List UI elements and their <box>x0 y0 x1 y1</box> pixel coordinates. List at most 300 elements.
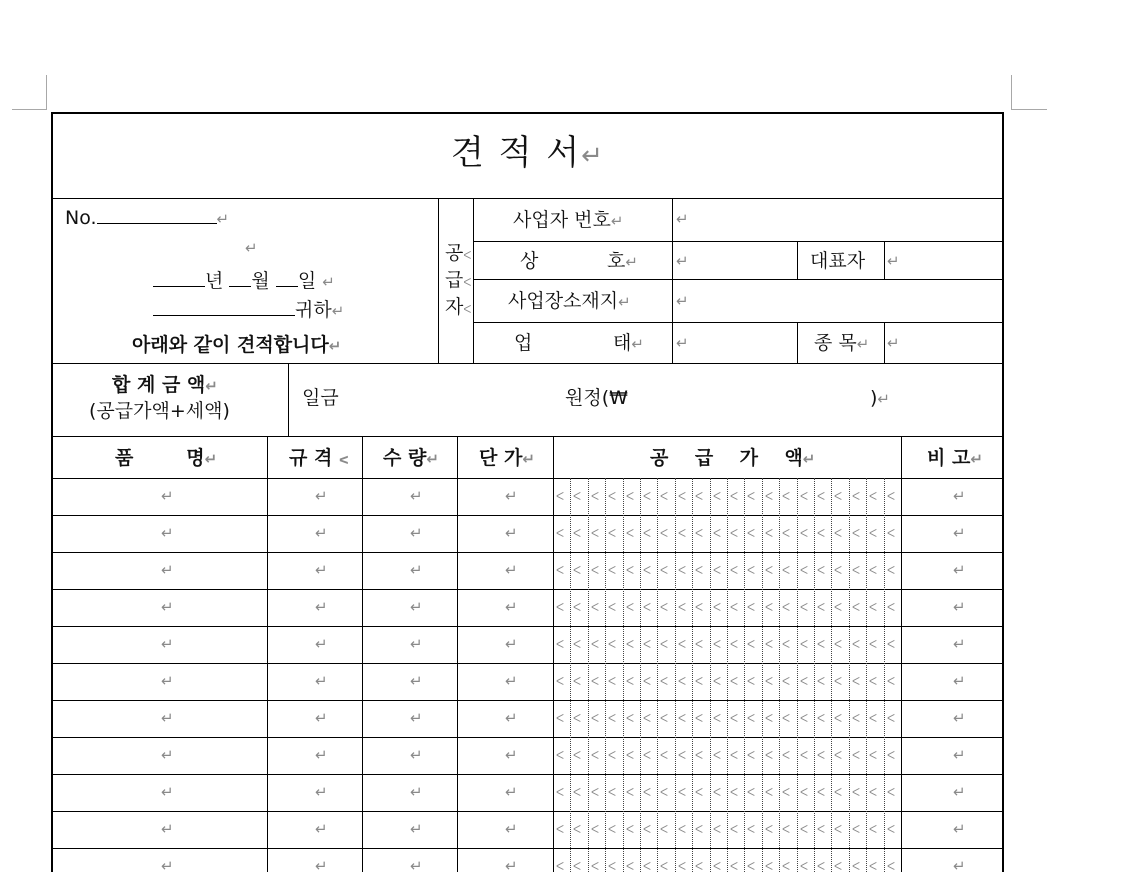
digit-cell-mark: ᐸ <box>713 823 722 836</box>
grid-digit-divider-17 <box>849 478 850 872</box>
digit-cell-mark: ᐸ <box>695 823 704 836</box>
cell-mark: ↵ <box>505 709 518 727</box>
cell-mark: ↵ <box>161 487 174 505</box>
digit-cell-mark: ᐸ <box>678 712 687 725</box>
digit-cell-mark: ᐸ <box>626 601 635 614</box>
cell-mark: ↵ <box>953 857 966 872</box>
value-company-name: ↵ <box>676 252 689 270</box>
cell-mark: ↵ <box>410 746 423 764</box>
cell-mark: ↵ <box>953 524 966 542</box>
digit-cell-mark: ᐸ <box>817 749 826 762</box>
digit-cell-mark: ᐸ <box>852 860 861 872</box>
cell-mark: ↵ <box>315 561 328 579</box>
cell-mark: ↵ <box>953 635 966 653</box>
grid-row-line-7 <box>53 774 1004 775</box>
value-business-type: ↵ <box>676 334 689 352</box>
col-header-supply-amount: 공 급 가 액↵ <box>650 447 816 469</box>
digit-cell-mark: ᐸ <box>608 823 617 836</box>
cell-mark: ↵ <box>410 783 423 801</box>
grid-digit-divider-8 <box>692 478 693 872</box>
label-business-type-1: 업 <box>514 332 533 354</box>
digit-cell-mark: ᐸ <box>678 860 687 872</box>
digit-cell-mark: ᐸ <box>556 675 565 688</box>
digit-cell-mark: ᐸ <box>765 638 774 651</box>
digit-cell-mark: ᐸ <box>765 786 774 799</box>
grid-row-line-1 <box>53 552 1004 553</box>
cell-mark: ↵ <box>410 487 423 505</box>
cell-mark: ↵ <box>505 598 518 616</box>
digit-cell-mark: ᐸ <box>713 860 722 872</box>
digit-cell-mark: ᐸ <box>747 564 756 577</box>
digit-cell-mark: ᐸ <box>608 601 617 614</box>
grid-col-line-0 <box>267 436 268 872</box>
digit-cell-mark: ᐸ <box>852 527 861 540</box>
cell-mark: ↵ <box>505 524 518 542</box>
digit-cell-mark: ᐸ <box>887 601 896 614</box>
digit-cell-mark: ᐸ <box>834 601 843 614</box>
total-amount-prefix: 일금 <box>302 387 339 409</box>
digit-cell-mark: ᐸ <box>591 638 600 651</box>
digit-cell-mark: ᐸ <box>800 860 809 872</box>
digit-cell-mark: ᐸ <box>556 527 565 540</box>
cell-mark: ↵ <box>953 561 966 579</box>
grid-digit-divider-19 <box>884 478 885 872</box>
value-representative: ↵ <box>887 252 900 270</box>
digit-cell-mark: ᐸ <box>834 638 843 651</box>
digit-cell-mark: ᐸ <box>834 564 843 577</box>
col-header-qty: 수 량↵ <box>383 447 439 469</box>
value-address: ↵ <box>676 292 689 310</box>
cell-mark: ↵ <box>953 672 966 690</box>
grid-digit-divider-13 <box>779 478 780 872</box>
digit-cell-mark: ᐸ <box>887 823 896 836</box>
cell-mark: ↵ <box>953 820 966 838</box>
label-representative: 대표자 <box>810 250 866 272</box>
digit-cell-mark: ᐸ <box>626 675 635 688</box>
digit-cell-mark: ᐸ <box>643 749 652 762</box>
digit-cell-mark: ᐸ <box>626 823 635 836</box>
digit-cell-mark: ᐸ <box>713 638 722 651</box>
digit-cell-mark: ᐸ <box>747 823 756 836</box>
label-business-type-2: 태↵ <box>613 332 644 354</box>
grid-digit-divider-11 <box>744 478 745 872</box>
digit-cell-mark: ᐸ <box>817 527 826 540</box>
digit-cell-mark: ᐸ <box>591 749 600 762</box>
estimate-date: 년 월 일 ↵ <box>153 268 335 291</box>
digit-cell-mark: ᐸ <box>556 823 565 836</box>
digit-cell-mark: ᐸ <box>782 675 791 688</box>
digit-cell-mark: ᐸ <box>556 601 565 614</box>
digit-cell-mark: ᐸ <box>730 675 739 688</box>
digit-cell-mark: ᐸ <box>800 564 809 577</box>
cell-mark: ↵ <box>315 709 328 727</box>
digit-cell-mark: ᐸ <box>608 675 617 688</box>
digit-cell-mark: ᐸ <box>643 601 652 614</box>
grid-digit-divider-4 <box>623 478 624 872</box>
digit-cell-mark: ᐸ <box>730 601 739 614</box>
digit-cell-mark: ᐸ <box>556 638 565 651</box>
line-total-bottom <box>53 436 1004 437</box>
cell-mark: ↵ <box>161 524 174 542</box>
digit-cell-mark: ᐸ <box>626 638 635 651</box>
digit-cell-mark: ᐸ <box>817 786 826 799</box>
digit-cell-mark: ᐸ <box>730 712 739 725</box>
digit-cell-mark: ᐸ <box>713 712 722 725</box>
digit-cell-mark: ᐸ <box>573 860 582 872</box>
digit-cell-mark: ᐸ <box>660 823 669 836</box>
digit-cell-mark: ᐸ <box>573 675 582 688</box>
cell-mark: ↵ <box>315 598 328 616</box>
digit-cell-mark: ᐸ <box>747 601 756 614</box>
cell-mark: ↵ <box>161 857 174 872</box>
cell-mark: ↵ <box>953 487 966 505</box>
grid-header-bottom <box>53 478 1004 479</box>
digit-cell-mark: ᐸ <box>573 712 582 725</box>
digit-cell-mark: ᐸ <box>834 786 843 799</box>
digit-cell-mark: ᐸ <box>887 490 896 503</box>
cell-mark: ↵ <box>505 783 518 801</box>
digit-cell-mark: ᐸ <box>626 527 635 540</box>
digit-cell-mark: ᐸ <box>782 638 791 651</box>
cell-mark: ↵ <box>410 709 423 727</box>
digit-cell-mark: ᐸ <box>887 638 896 651</box>
digit-cell-mark: ᐸ <box>678 638 687 651</box>
digit-cell-mark: ᐸ <box>643 490 652 503</box>
cell-mark: ↵ <box>315 524 328 542</box>
digit-cell-mark: ᐸ <box>660 749 669 762</box>
digit-cell-mark: ᐸ <box>782 601 791 614</box>
digit-cell-mark: ᐸ <box>608 712 617 725</box>
digit-cell-mark: ᐸ <box>730 786 739 799</box>
digit-cell-mark: ᐸ <box>852 712 861 725</box>
col-header-spec: 규 격 ᐸ <box>289 447 349 469</box>
supplier-side-label-3: 자ᐸ <box>445 296 472 318</box>
line-item-right <box>884 322 885 364</box>
digit-cell-mark: ᐸ <box>730 527 739 540</box>
digit-cell-mark: ᐸ <box>765 823 774 836</box>
digit-cell-mark: ᐸ <box>591 823 600 836</box>
digit-cell-mark: ᐸ <box>695 564 704 577</box>
digit-cell-mark: ᐸ <box>573 564 582 577</box>
estimate-number: No. ↵ <box>65 207 230 229</box>
cell-mark: ↵ <box>315 783 328 801</box>
digit-cell-mark: ᐸ <box>713 527 722 540</box>
digit-cell-mark: ᐸ <box>608 527 617 540</box>
total-label: 합 계 금 액↵ <box>112 374 218 396</box>
digit-cell-mark: ᐸ <box>782 823 791 836</box>
digit-cell-mark: ᐸ <box>730 749 739 762</box>
cell-mark: ↵ <box>315 672 328 690</box>
digit-cell-mark: ᐸ <box>643 638 652 651</box>
grid-row-line-2 <box>53 589 1004 590</box>
line-total-label-right <box>288 363 289 437</box>
digit-cell-mark: ᐸ <box>713 601 722 614</box>
digit-cell-mark: ᐸ <box>730 823 739 836</box>
digit-cell-mark: ᐸ <box>852 749 861 762</box>
digit-cell-mark: ᐸ <box>852 601 861 614</box>
digit-cell-mark: ᐸ <box>869 860 878 872</box>
digit-cell-mark: ᐸ <box>660 712 669 725</box>
digit-cell-mark: ᐸ <box>747 860 756 872</box>
digit-cell-mark: ᐸ <box>713 786 722 799</box>
digit-cell-mark: ᐸ <box>887 786 896 799</box>
digit-cell-mark: ᐸ <box>678 675 687 688</box>
digit-cell-mark: ᐸ <box>591 675 600 688</box>
digit-cell-mark: ᐸ <box>834 823 843 836</box>
digit-cell-mark: ᐸ <box>573 786 582 799</box>
digit-cell-mark: ᐸ <box>573 749 582 762</box>
grid-row-line-4 <box>53 663 1004 664</box>
grid-col-line-3 <box>553 436 554 872</box>
label-address: 사업장소재지↵ <box>508 290 631 312</box>
cell-mark: ↵ <box>161 709 174 727</box>
digit-cell-mark: ᐸ <box>782 564 791 577</box>
digit-cell-mark: ᐸ <box>887 860 896 872</box>
digit-cell-mark: ᐸ <box>626 490 635 503</box>
digit-cell-mark: ᐸ <box>678 749 687 762</box>
digit-cell-mark: ᐸ <box>852 823 861 836</box>
digit-cell-mark: ᐸ <box>573 601 582 614</box>
digit-cell-mark: ᐸ <box>556 860 565 872</box>
digit-cell-mark: ᐸ <box>782 749 791 762</box>
digit-cell-mark: ᐸ <box>626 749 635 762</box>
digit-cell-mark: ᐸ <box>869 638 878 651</box>
digit-cell-mark: ᐸ <box>817 638 826 651</box>
digit-cell-mark: ᐸ <box>608 749 617 762</box>
digit-cell-mark: ᐸ <box>869 823 878 836</box>
digit-cell-mark: ᐸ <box>608 490 617 503</box>
crop-mark-right-h <box>1011 109 1047 110</box>
cell-mark: ↵ <box>161 820 174 838</box>
digit-cell-mark: ᐸ <box>713 749 722 762</box>
digit-cell-mark: ᐸ <box>643 786 652 799</box>
recipient-line: 귀하↵ <box>153 297 344 320</box>
digit-cell-mark: ᐸ <box>887 749 896 762</box>
digit-cell-mark: ᐸ <box>869 675 878 688</box>
grid-digit-divider-12 <box>762 478 763 872</box>
digit-cell-mark: ᐸ <box>834 490 843 503</box>
digit-cell-mark: ᐸ <box>869 527 878 540</box>
digit-cell-mark: ᐸ <box>869 712 878 725</box>
value-business-item: ↵ <box>887 334 900 352</box>
digit-cell-mark: ᐸ <box>765 527 774 540</box>
grid-col-line-1 <box>362 436 363 872</box>
cell-mark: ↵ <box>953 783 966 801</box>
line-supplier-label-right <box>672 198 673 364</box>
digit-cell-mark: ᐸ <box>834 749 843 762</box>
digit-cell-mark: ᐸ <box>626 712 635 725</box>
label-company-name-1: 상 <box>520 250 539 272</box>
cell-mark: ↵ <box>161 561 174 579</box>
digit-cell-mark: ᐸ <box>869 490 878 503</box>
digit-cell-mark: ᐸ <box>678 490 687 503</box>
grid-row-line-8 <box>53 811 1004 812</box>
digit-cell-mark: ᐸ <box>678 601 687 614</box>
digit-cell-mark: ᐸ <box>887 564 896 577</box>
digit-cell-mark: ᐸ <box>869 749 878 762</box>
cell-mark: ↵ <box>315 746 328 764</box>
digit-cell-mark: ᐸ <box>765 712 774 725</box>
digit-cell-mark: ᐸ <box>695 490 704 503</box>
digit-cell-mark: ᐸ <box>765 564 774 577</box>
digit-cell-mark: ᐸ <box>730 564 739 577</box>
digit-cell-mark: ᐸ <box>695 786 704 799</box>
digit-cell-mark: ᐸ <box>887 527 896 540</box>
digit-cell-mark: ᐸ <box>713 564 722 577</box>
grid-digit-divider-9 <box>710 478 711 872</box>
digit-cell-mark: ᐸ <box>695 527 704 540</box>
cell-mark: ↵ <box>161 746 174 764</box>
grid-digit-divider-5 <box>640 478 641 872</box>
digit-cell-mark: ᐸ <box>660 527 669 540</box>
grid-col-line-2 <box>457 436 458 872</box>
digit-cell-mark: ᐸ <box>573 490 582 503</box>
digit-cell-mark: ᐸ <box>573 527 582 540</box>
digit-cell-mark: ᐸ <box>591 490 600 503</box>
cell-mark: ↵ <box>410 524 423 542</box>
digit-cell-mark: ᐸ <box>591 601 600 614</box>
digit-cell-mark: ᐸ <box>800 601 809 614</box>
cell-mark: ↵ <box>410 672 423 690</box>
digit-cell-mark: ᐸ <box>643 712 652 725</box>
digit-cell-mark: ᐸ <box>626 786 635 799</box>
digit-cell-mark: ᐸ <box>643 675 652 688</box>
digit-cell-mark: ᐸ <box>817 675 826 688</box>
cell-mark: ↵ <box>410 857 423 872</box>
cell-mark: ↵ <box>161 672 174 690</box>
digit-cell-mark: ᐸ <box>782 712 791 725</box>
line-item-left <box>797 322 798 364</box>
digit-cell-mark: ᐸ <box>852 638 861 651</box>
line-supplier-r3 <box>473 322 1004 323</box>
digit-cell-mark: ᐸ <box>556 490 565 503</box>
digit-cell-mark: ᐸ <box>800 490 809 503</box>
digit-cell-mark: ᐸ <box>591 564 600 577</box>
line-rep-left <box>797 241 798 280</box>
digit-cell-mark: ᐸ <box>747 712 756 725</box>
digit-cell-mark: ᐸ <box>643 860 652 872</box>
digit-cell-mark: ᐸ <box>643 564 652 577</box>
digit-cell-mark: ᐸ <box>852 786 861 799</box>
document-title: 견 적 서↵ <box>451 133 605 173</box>
cell-mark: ↵ <box>315 857 328 872</box>
grid-row-line-0 <box>53 515 1004 516</box>
digit-cell-mark: ᐸ <box>834 860 843 872</box>
cell-mark: ↵ <box>410 820 423 838</box>
digit-cell-mark: ᐸ <box>695 638 704 651</box>
grid-digit-divider-1 <box>570 478 571 872</box>
label-business-number: 사업자 번호↵ <box>513 209 624 231</box>
digit-cell-mark: ᐸ <box>556 749 565 762</box>
grid-digit-divider-7 <box>675 478 676 872</box>
digit-cell-mark: ᐸ <box>765 749 774 762</box>
digit-cell-mark: ᐸ <box>765 675 774 688</box>
digit-cell-mark: ᐸ <box>643 823 652 836</box>
line-supplier-side-right <box>473 198 474 364</box>
digit-cell-mark: ᐸ <box>660 564 669 577</box>
col-header-item: 품 명↵ <box>115 447 218 469</box>
cell-mark: ↵ <box>410 635 423 653</box>
digit-cell-mark: ᐸ <box>765 601 774 614</box>
line-left-block-right <box>438 198 439 364</box>
cell-mark: ↵ <box>505 746 518 764</box>
digit-cell-mark: ᐸ <box>852 490 861 503</box>
digit-cell-mark: ᐸ <box>660 860 669 872</box>
line-info-bottom <box>53 363 1004 364</box>
cell-mark: ↵ <box>161 598 174 616</box>
digit-cell-mark: ᐸ <box>817 564 826 577</box>
digit-cell-mark: ᐸ <box>747 527 756 540</box>
col-header-unit-price: 단 가↵ <box>479 447 535 469</box>
digit-cell-mark: ᐸ <box>765 860 774 872</box>
cell-mark: ↵ <box>315 820 328 838</box>
cell-mark: ↵ <box>953 746 966 764</box>
blank-line-mark: ↵ <box>245 239 258 257</box>
digit-cell-mark: ᐸ <box>800 675 809 688</box>
digit-cell-mark: ᐸ <box>869 786 878 799</box>
digit-cell-mark: ᐸ <box>695 860 704 872</box>
total-sublabel: (공급가액+세액) <box>89 400 230 422</box>
cell-mark: ↵ <box>410 598 423 616</box>
digit-cell-mark: ᐸ <box>660 638 669 651</box>
digit-cell-mark: ᐸ <box>660 675 669 688</box>
crop-mark-left-h <box>12 109 47 110</box>
cell-mark: ↵ <box>161 783 174 801</box>
digit-cell-mark: ᐸ <box>556 712 565 725</box>
digit-cell-mark: ᐸ <box>643 527 652 540</box>
digit-cell-mark: ᐸ <box>782 527 791 540</box>
digit-cell-mark: ᐸ <box>608 860 617 872</box>
cell-mark: ↵ <box>505 820 518 838</box>
grid-row-line-6 <box>53 737 1004 738</box>
digit-cell-mark: ᐸ <box>608 638 617 651</box>
digit-cell-mark: ᐸ <box>695 749 704 762</box>
digit-cell-mark: ᐸ <box>730 638 739 651</box>
digit-cell-mark: ᐸ <box>660 601 669 614</box>
line-rep-right <box>884 241 885 280</box>
grid-digit-divider-15 <box>814 478 815 872</box>
digit-cell-mark: ᐸ <box>747 638 756 651</box>
digit-cell-mark: ᐸ <box>747 490 756 503</box>
digit-cell-mark: ᐸ <box>869 601 878 614</box>
grid-digit-divider-18 <box>866 478 867 872</box>
digit-cell-mark: ᐸ <box>730 490 739 503</box>
cell-mark: ↵ <box>161 635 174 653</box>
digit-cell-mark: ᐸ <box>608 564 617 577</box>
grid-row-line-5 <box>53 700 1004 701</box>
digit-cell-mark: ᐸ <box>800 712 809 725</box>
digit-cell-mark: ᐸ <box>608 786 617 799</box>
digit-cell-mark: ᐸ <box>817 490 826 503</box>
grid-row-line-9 <box>53 848 1004 849</box>
grid-digit-divider-14 <box>797 478 798 872</box>
grid-digit-divider-6 <box>657 478 658 872</box>
digit-cell-mark: ᐸ <box>834 675 843 688</box>
digit-cell-mark: ᐸ <box>573 638 582 651</box>
digit-cell-mark: ᐸ <box>660 490 669 503</box>
digit-cell-mark: ᐸ <box>782 860 791 872</box>
cell-mark: ↵ <box>315 487 328 505</box>
digit-cell-mark: ᐸ <box>817 601 826 614</box>
digit-cell-mark: ᐸ <box>660 786 669 799</box>
digit-cell-mark: ᐸ <box>713 675 722 688</box>
digit-cell-mark: ᐸ <box>626 860 635 872</box>
digit-cell-mark: ᐸ <box>747 675 756 688</box>
digit-cell-mark: ᐸ <box>852 564 861 577</box>
digit-cell-mark: ᐸ <box>556 786 565 799</box>
col-header-remarks: 비 고↵ <box>927 447 983 469</box>
digit-cell-mark: ᐸ <box>730 860 739 872</box>
